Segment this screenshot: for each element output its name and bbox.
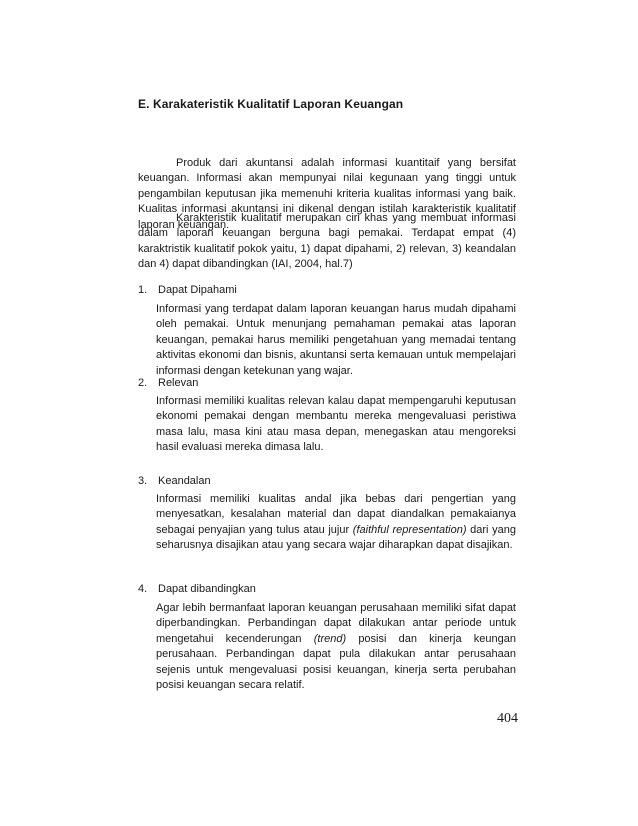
list-item-body: Informasi yang terdapat dalam laporan keuangan harus mudah dipahami oleh pemakai. Untuk menunjang pemahaman pemakai atas laporan keuangan, pemakai harus memiliki pengetahuan yang memadai tentang aktivitas ekonomi dan bisnis, akuntansi serta kemauan untuk mempelajari informasi dengan ketekunan yang wajar. xyxy=(156,303,516,377)
section-heading: E. Karakateristik Kualitatif Laporan Keuangan xyxy=(138,97,404,111)
list-item-body-italic: (trend) xyxy=(313,632,347,645)
intro-paragraph: Produk dari akuntansi adalah informasi kuantitaif yang bersifat keuangan. Informasi akan mempunyai nilai kegunaan yang tinggi untuk pengambilan keputusan jika memenuhi kriteria kualitas informasi yang baik. Kualitas informasi akuntansi ini dikenal dengan istilah karakteristik kualitatif laporan keuangan. xyxy=(138,157,516,231)
list-item-title xyxy=(138,376,518,391)
list-item-body-italic: (faithful representation) xyxy=(352,523,467,536)
list-item-body: Informasi memiliki kualitas relevan kalau dapat mempengaruhi keputusan ekonomi pemakai dengan membantu mereka mengevaluasi peristiwa masa lalu, masa kini atau masa depan, menegaskan atau mengoreksi hasil evaluasi mereka dimasa lalu. xyxy=(156,395,516,454)
list-item-title xyxy=(138,283,518,298)
list-item-label: Dapat Dipahami xyxy=(158,284,237,296)
list-item-title xyxy=(138,582,518,597)
page-number: 404 xyxy=(497,711,518,726)
list-item-body-text: dari yang seharusnya disajikan atau yang secara wajar diharapkan dapat disajikan. xyxy=(156,523,517,552)
list-item-body-text: Informasi memiliki kualitas andal jika bebas dari pengertian yang menyesatkan, kesalahan material dan dapat diandalkan pemakaianya sebagai penyajian yang tulus atau jujur xyxy=(156,493,516,536)
list-item-body-text: Agar lebih bermanfaat laporan keuangan perusahaan memiliki sifat dapat diperbandingkan. Perbandingan dapat dilakukan antar periode untuk mengetahui kecenderungan xyxy=(156,602,516,645)
list-item-number: 2. xyxy=(138,377,148,389)
list-item-title xyxy=(138,474,518,489)
list-item-number: 1. xyxy=(138,284,148,296)
list-item-label: Dapat dibandingkan xyxy=(158,583,256,595)
list-item-number: 3. xyxy=(138,475,148,487)
characteristics-paragraph: Karakteristik kualitatif merupakan ciri khas yang membuat informasi dalam laporan keuangan berguna bagi pemakai. Terdapat empat (4) karaktristik kualitatif pokok yaitu, 1) dapat dipahami, 2) relevan, 3) keandalan dan 4) dapat dibandingkan (IAI, 2004, hal.7) xyxy=(138,212,516,271)
list-item-body xyxy=(156,492,516,554)
list-item-body-text: posisi dan kinerja keungan perusahaan. Perbandingan dapat pula dilakukan antar perusahaan sejenis untuk mengevaluasi posisi keuangan, kinerja serta perubahan posisi keuangan secara relatif. xyxy=(156,632,516,692)
list-item-number: 4. xyxy=(138,583,148,595)
list-item-label: Keandalan xyxy=(158,475,211,487)
list-item-body xyxy=(156,601,516,693)
list-item-label: Relevan xyxy=(158,377,199,389)
